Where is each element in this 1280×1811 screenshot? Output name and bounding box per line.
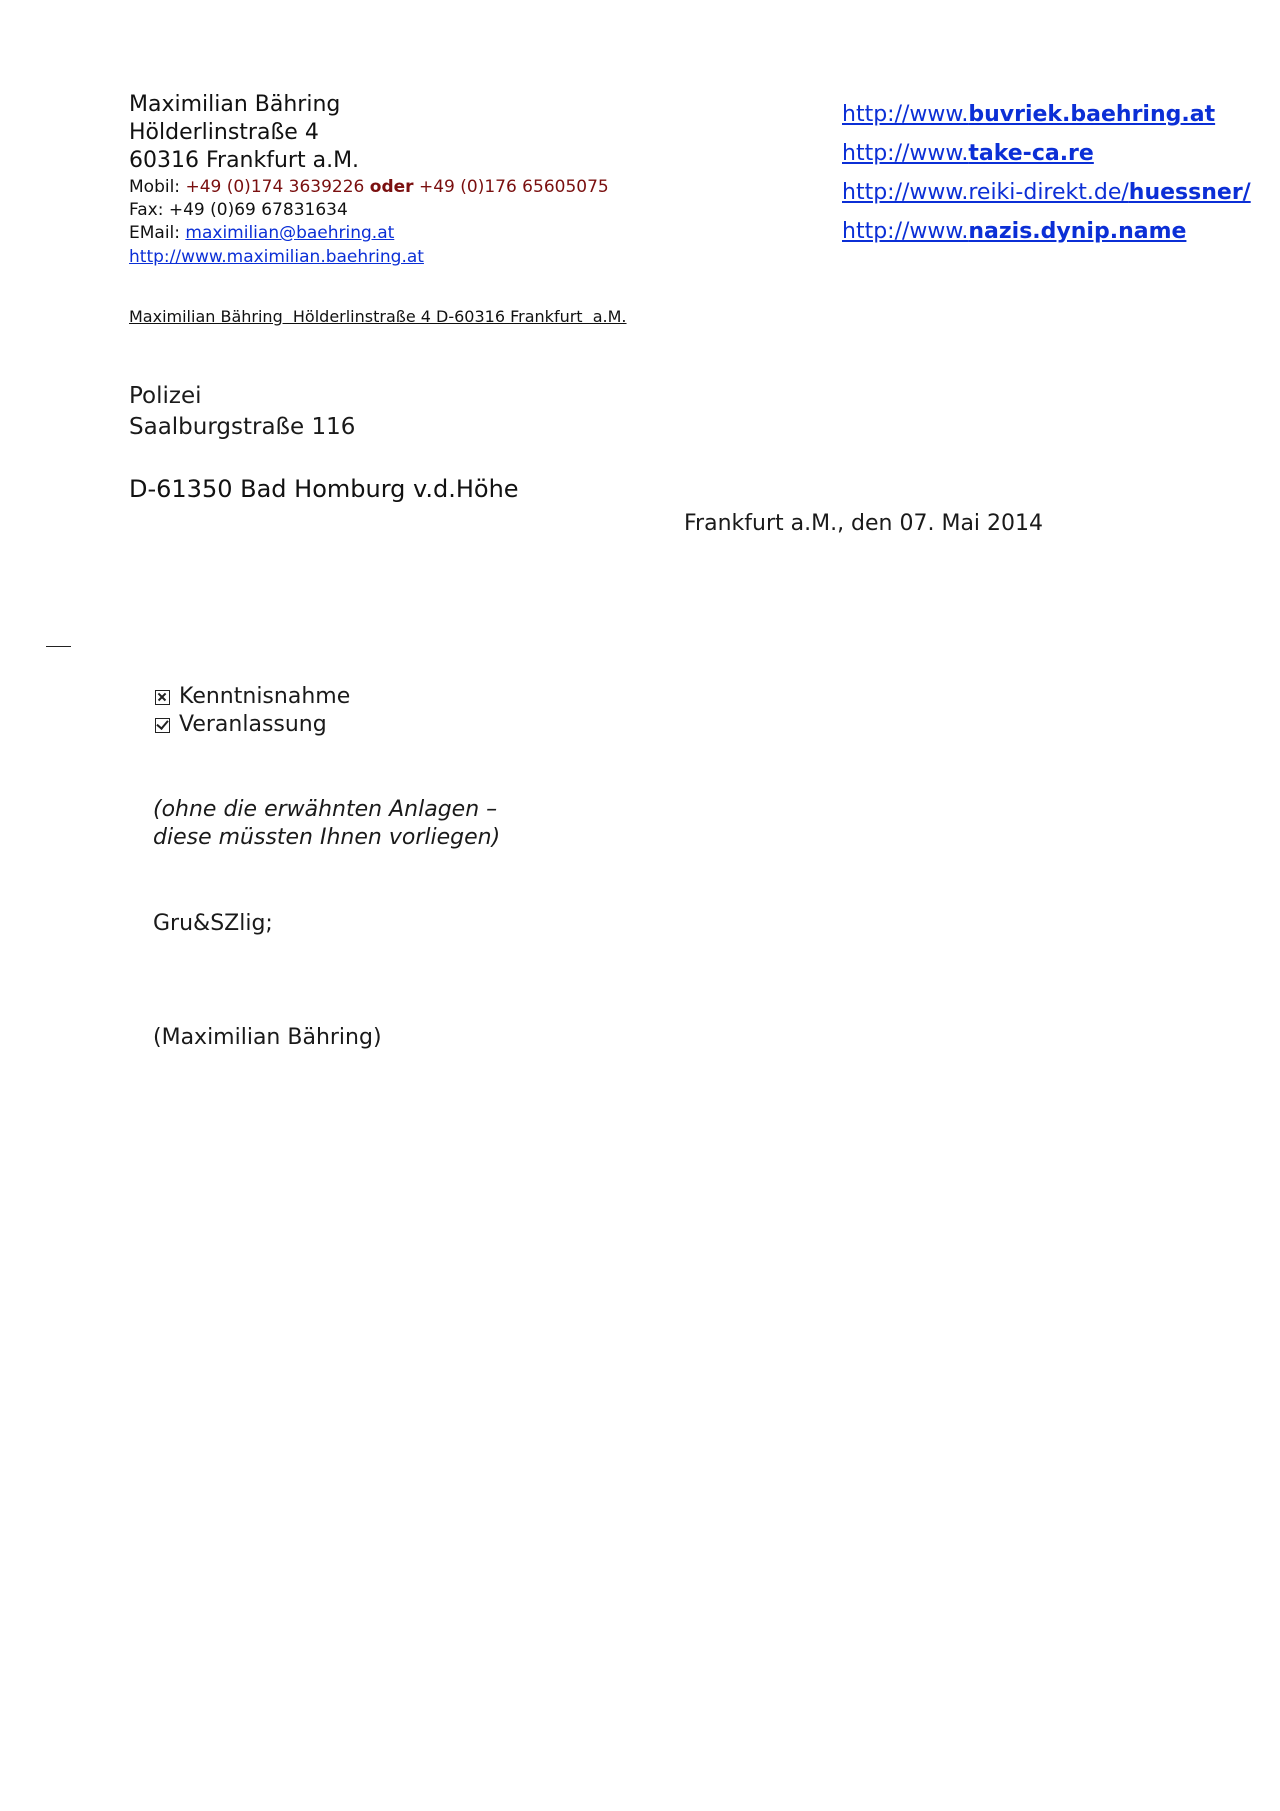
checkbox-row-veranlassung[interactable]	[155, 711, 327, 739]
date-line: Frankfurt a.M., den 07. Mai 2014	[684, 511, 1044, 536]
mobile-label: Mobil:	[129, 177, 181, 197]
checkbox-label-veranlassung: Veranlassung	[179, 712, 327, 737]
return-address: Maximilian Bähring Hölderlinstraße 4 D-60316 Frankfurt a.M.	[129, 307, 627, 326]
email-link[interactable]: maximilian@baehring.at	[185, 223, 395, 243]
right-link-2[interactable]	[842, 140, 1094, 168]
website-link[interactable]: http://www.maximilian.baehring.at	[129, 247, 424, 267]
right-link-3[interactable]	[842, 179, 1251, 207]
right-link-1-bold: buvriek.baehring.at	[968, 102, 1216, 127]
right-link-2-bold: take-ca.re	[968, 141, 1094, 166]
right-link-3-prefix: http://www.reiki-direkt.de/	[842, 180, 1129, 205]
right-link-3-bold: huessner/	[1128, 180, 1251, 205]
email-label: EMail:	[129, 223, 180, 243]
right-link-1[interactable]	[842, 101, 1215, 129]
checkbox-label-kenntnisnahme: Kenntnisnahme	[179, 684, 351, 709]
fold-mark	[46, 646, 71, 647]
sender-email-line	[129, 222, 394, 245]
right-link-4-prefix: http://www.	[842, 219, 969, 244]
checkbox-check-icon[interactable]	[155, 718, 170, 733]
sender-name: Maximilian Bähring	[129, 92, 341, 117]
recipient-line-2: Saalburgstraße 116	[129, 414, 356, 440]
checkbox-row-kenntnisnahme[interactable]	[155, 683, 350, 711]
recipient-city: D-61350 Bad Homburg v.d.Höhe	[129, 475, 519, 503]
right-link-4-bold: nazis.dynip.name	[968, 219, 1187, 244]
fax-number: +49 (0)69 67831634	[168, 200, 348, 220]
sender-website-line	[129, 246, 424, 269]
right-link-4[interactable]	[842, 218, 1186, 246]
sender-city: 60316 Frankfurt a.M.	[129, 148, 360, 173]
mobile-or-text: oder	[369, 177, 414, 197]
right-link-2-prefix: http://www.	[842, 141, 969, 166]
signature-name: (Maximilian Bähring)	[153, 1025, 382, 1050]
note-line-1: (ohne die erwähnten Anlagen –	[153, 797, 498, 822]
note-line-2: diese müssten Ihnen vorliegen)	[153, 825, 501, 850]
checkbox-x-icon[interactable]	[155, 690, 170, 705]
mobile-number-1: +49 (0)174 3639226	[185, 177, 365, 197]
mobile-number-2: +49 (0)176 65605075	[418, 177, 609, 197]
right-link-1-prefix: http://www.	[842, 102, 969, 127]
fax-label: Fax:	[129, 200, 164, 220]
recipient-line-1: Polizei	[129, 383, 202, 409]
sender-mobile-line	[129, 176, 609, 199]
sender-street: Hölderlinstraße 4	[129, 120, 319, 145]
sender-fax-line	[129, 199, 348, 222]
closing-greeting: Gru&SZlig;	[153, 911, 273, 936]
